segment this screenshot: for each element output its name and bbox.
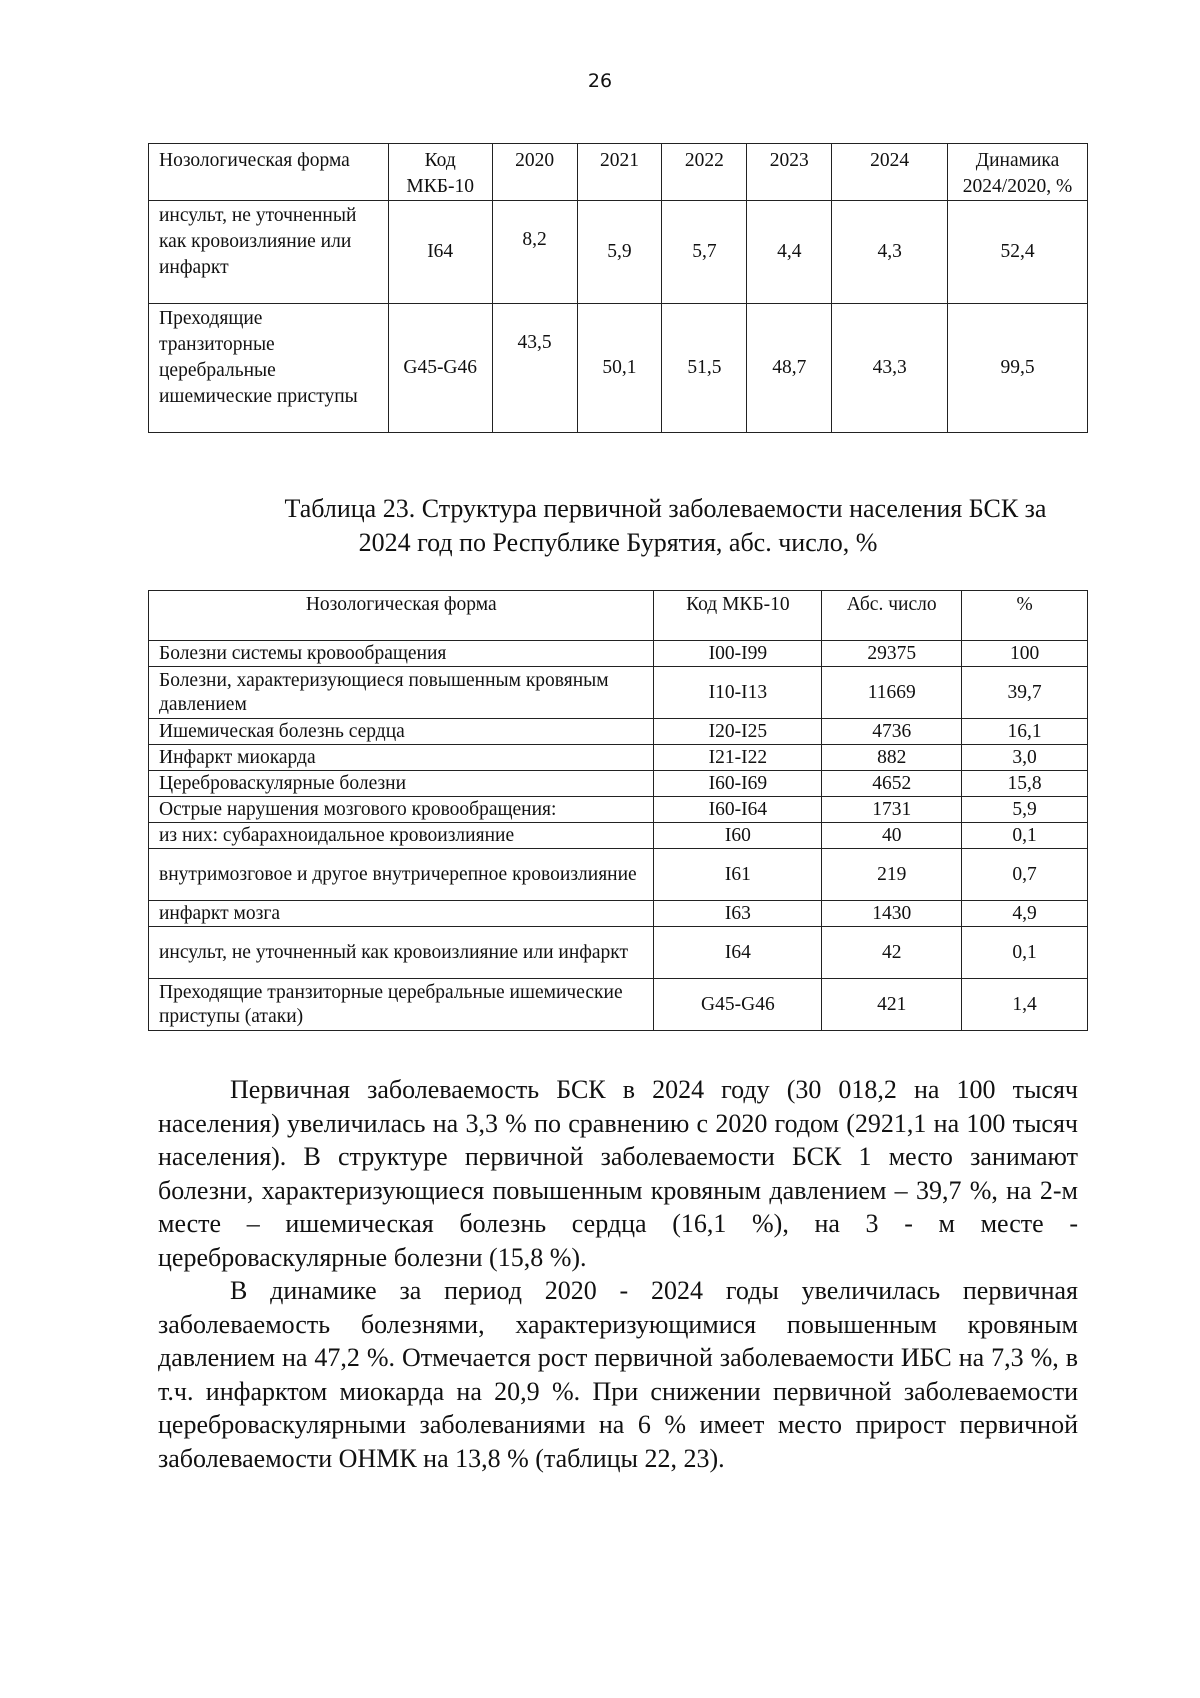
cell-pct: 0,1 (962, 927, 1088, 979)
table-row (149, 849, 1088, 901)
cell-2021: 5,9 (577, 201, 662, 304)
cell-abs: 882 (822, 745, 962, 771)
cell-abs: 42 (822, 927, 962, 979)
table-row (149, 797, 1088, 823)
table-row (149, 719, 1088, 745)
cell-code: I10-I13 (654, 667, 822, 719)
cell-pct: 1,4 (962, 979, 1088, 1031)
header-2024: 2024 (832, 144, 948, 201)
cell-abs: 4736 (822, 719, 962, 745)
table-row (149, 304, 1088, 433)
header-abs-number: Абс. число (822, 591, 962, 641)
cell-name: внутримозговое и другое внутричерепное кровоизлияние (149, 849, 654, 901)
header-2022: 2022 (662, 144, 747, 201)
cell-code: I64 (654, 927, 822, 979)
cell-abs: 40 (822, 823, 962, 849)
cell-code: I61 (654, 849, 822, 901)
header-icd-code: Код МКБ-10 (388, 144, 492, 201)
cell-2023: 4,4 (747, 201, 832, 304)
cell-2023: 48,7 (747, 304, 832, 433)
cell-dynamics: 52,4 (948, 201, 1088, 304)
cell-code: G45-G46 (388, 304, 492, 433)
cell-2020: 8,2 (492, 201, 577, 304)
cell-name: Острые нарушения мозгового кровообращения: (149, 797, 654, 823)
cell-2020: 43,5 (492, 304, 577, 433)
table-row (149, 641, 1088, 667)
cell-name: Преходящие транзиторные церебральные ишемические приступы (149, 304, 389, 433)
header-2023: 2023 (747, 144, 832, 201)
body-text (158, 1073, 1078, 1475)
cell-code: I60-I69 (654, 771, 822, 797)
cell-abs: 11669 (822, 667, 962, 719)
cell-pct: 100 (962, 641, 1088, 667)
cell-name: Болезни системы кровообращения (149, 641, 654, 667)
cell-2022: 51,5 (662, 304, 747, 433)
cell-2021: 50,1 (577, 304, 662, 433)
table-header-row (149, 144, 1088, 201)
cell-name: Болезни, характеризующиеся повышенным кровяным давлением (149, 667, 654, 719)
table-row (149, 901, 1088, 927)
header-2021: 2021 (577, 144, 662, 201)
cell-abs: 1430 (822, 901, 962, 927)
cell-code: G45-G46 (654, 979, 822, 1031)
table-row (149, 771, 1088, 797)
cell-abs: 219 (822, 849, 962, 901)
cell-2022: 5,7 (662, 201, 747, 304)
header-percent: % (962, 591, 1088, 641)
cell-name: Преходящие транзиторные церебральные ишемические приступы (атаки) (149, 979, 654, 1031)
table-23-caption (148, 492, 1088, 560)
page-number: 26 (587, 70, 613, 92)
cell-dynamics: 99,5 (948, 304, 1088, 433)
table-row (149, 823, 1088, 849)
cell-pct: 16,1 (962, 719, 1088, 745)
table-row (149, 667, 1088, 719)
paragraph: В динамике за период 2020 - 2024 годы увеличилась первичная заболеваемость болезнями, характеризующимися повышенным кровяным давлением на 47,2 %. Отмечается рост первичной заболеваемости ИБС на 7,3 %, в т.ч. инфарктом миокарда на 20,9 %. При снижении первичной заболеваемости цереброваскулярными заболеваниями на 6 % имеет место прирост первичной заболеваемости ОНМК на 13,8 % (таблицы 22, 23). (158, 1276, 1078, 1473)
cell-pct: 4,9 (962, 901, 1088, 927)
cell-pct: 3,0 (962, 745, 1088, 771)
cell-pct: 39,7 (962, 667, 1088, 719)
table-22-continuation (148, 143, 1088, 433)
cell-code: I64 (388, 201, 492, 304)
cell-pct: 0,7 (962, 849, 1088, 901)
cell-abs: 1731 (822, 797, 962, 823)
cell-name: Ишемическая болезнь сердца (149, 719, 654, 745)
cell-pct: 0,1 (962, 823, 1088, 849)
cell-abs: 4652 (822, 771, 962, 797)
table-23 (148, 590, 1088, 1031)
cell-2024: 4,3 (832, 201, 948, 304)
cell-name: инфаркт мозга (149, 901, 654, 927)
cell-code: I00-I99 (654, 641, 822, 667)
table-row (149, 745, 1088, 771)
table-row (149, 927, 1088, 979)
cell-name: инсульт, не уточненный как кровоизлияние или инфаркт (149, 201, 389, 304)
paragraph: Первичная заболеваемость БСК в 2024 году (30 018,2 на 100 тысяч населения) увеличилась на 3,3 % по сравнению с 2020 годом (2921,1 на 100 тысяч населения). В структуре первичной заболеваемости БСК 1 место занимают болезни, характеризующиеся повышенным кровяным давлением – 39,7 %, на 2-м месте – ишемическая болезнь сердца (16,1 %), на 3 - м месте - цереброваскулярные болезни (15,8 %). (158, 1075, 1078, 1272)
cell-pct: 15,8 (962, 771, 1088, 797)
cell-code: I21-I22 (654, 745, 822, 771)
cell-code: I60-I64 (654, 797, 822, 823)
cell-code: I63 (654, 901, 822, 927)
cell-name: инсульт, не уточненный как кровоизлияние или инфаркт (149, 927, 654, 979)
cell-name: из них: субарахноидальное кровоизлияние (149, 823, 654, 849)
header-dynamics: Динамика 2024/2020, % (948, 144, 1088, 201)
cell-name: Цереброваскулярные болезни (149, 771, 654, 797)
table-header-row (149, 591, 1088, 641)
header-icd-code: Код МКБ-10 (654, 591, 822, 641)
cell-abs: 29375 (822, 641, 962, 667)
header-nosology: Нозологическая форма (149, 591, 654, 641)
cell-abs: 421 (822, 979, 962, 1031)
table-row (149, 201, 1088, 304)
header-nosology: Нозологическая форма (149, 144, 389, 201)
cell-code: I20-I25 (654, 719, 822, 745)
caption-line-1: Таблица 23. Структура первичной заболеваемости населения БСК за (284, 494, 1047, 523)
table-row (149, 979, 1088, 1031)
cell-2024: 43,3 (832, 304, 948, 433)
cell-code: I60 (654, 823, 822, 849)
caption-line-2: 2024 год по Республике Бурятия, абс. число, % (358, 528, 878, 557)
cell-name: Инфаркт миокарда (149, 745, 654, 771)
header-2020: 2020 (492, 144, 577, 201)
cell-pct: 5,9 (962, 797, 1088, 823)
